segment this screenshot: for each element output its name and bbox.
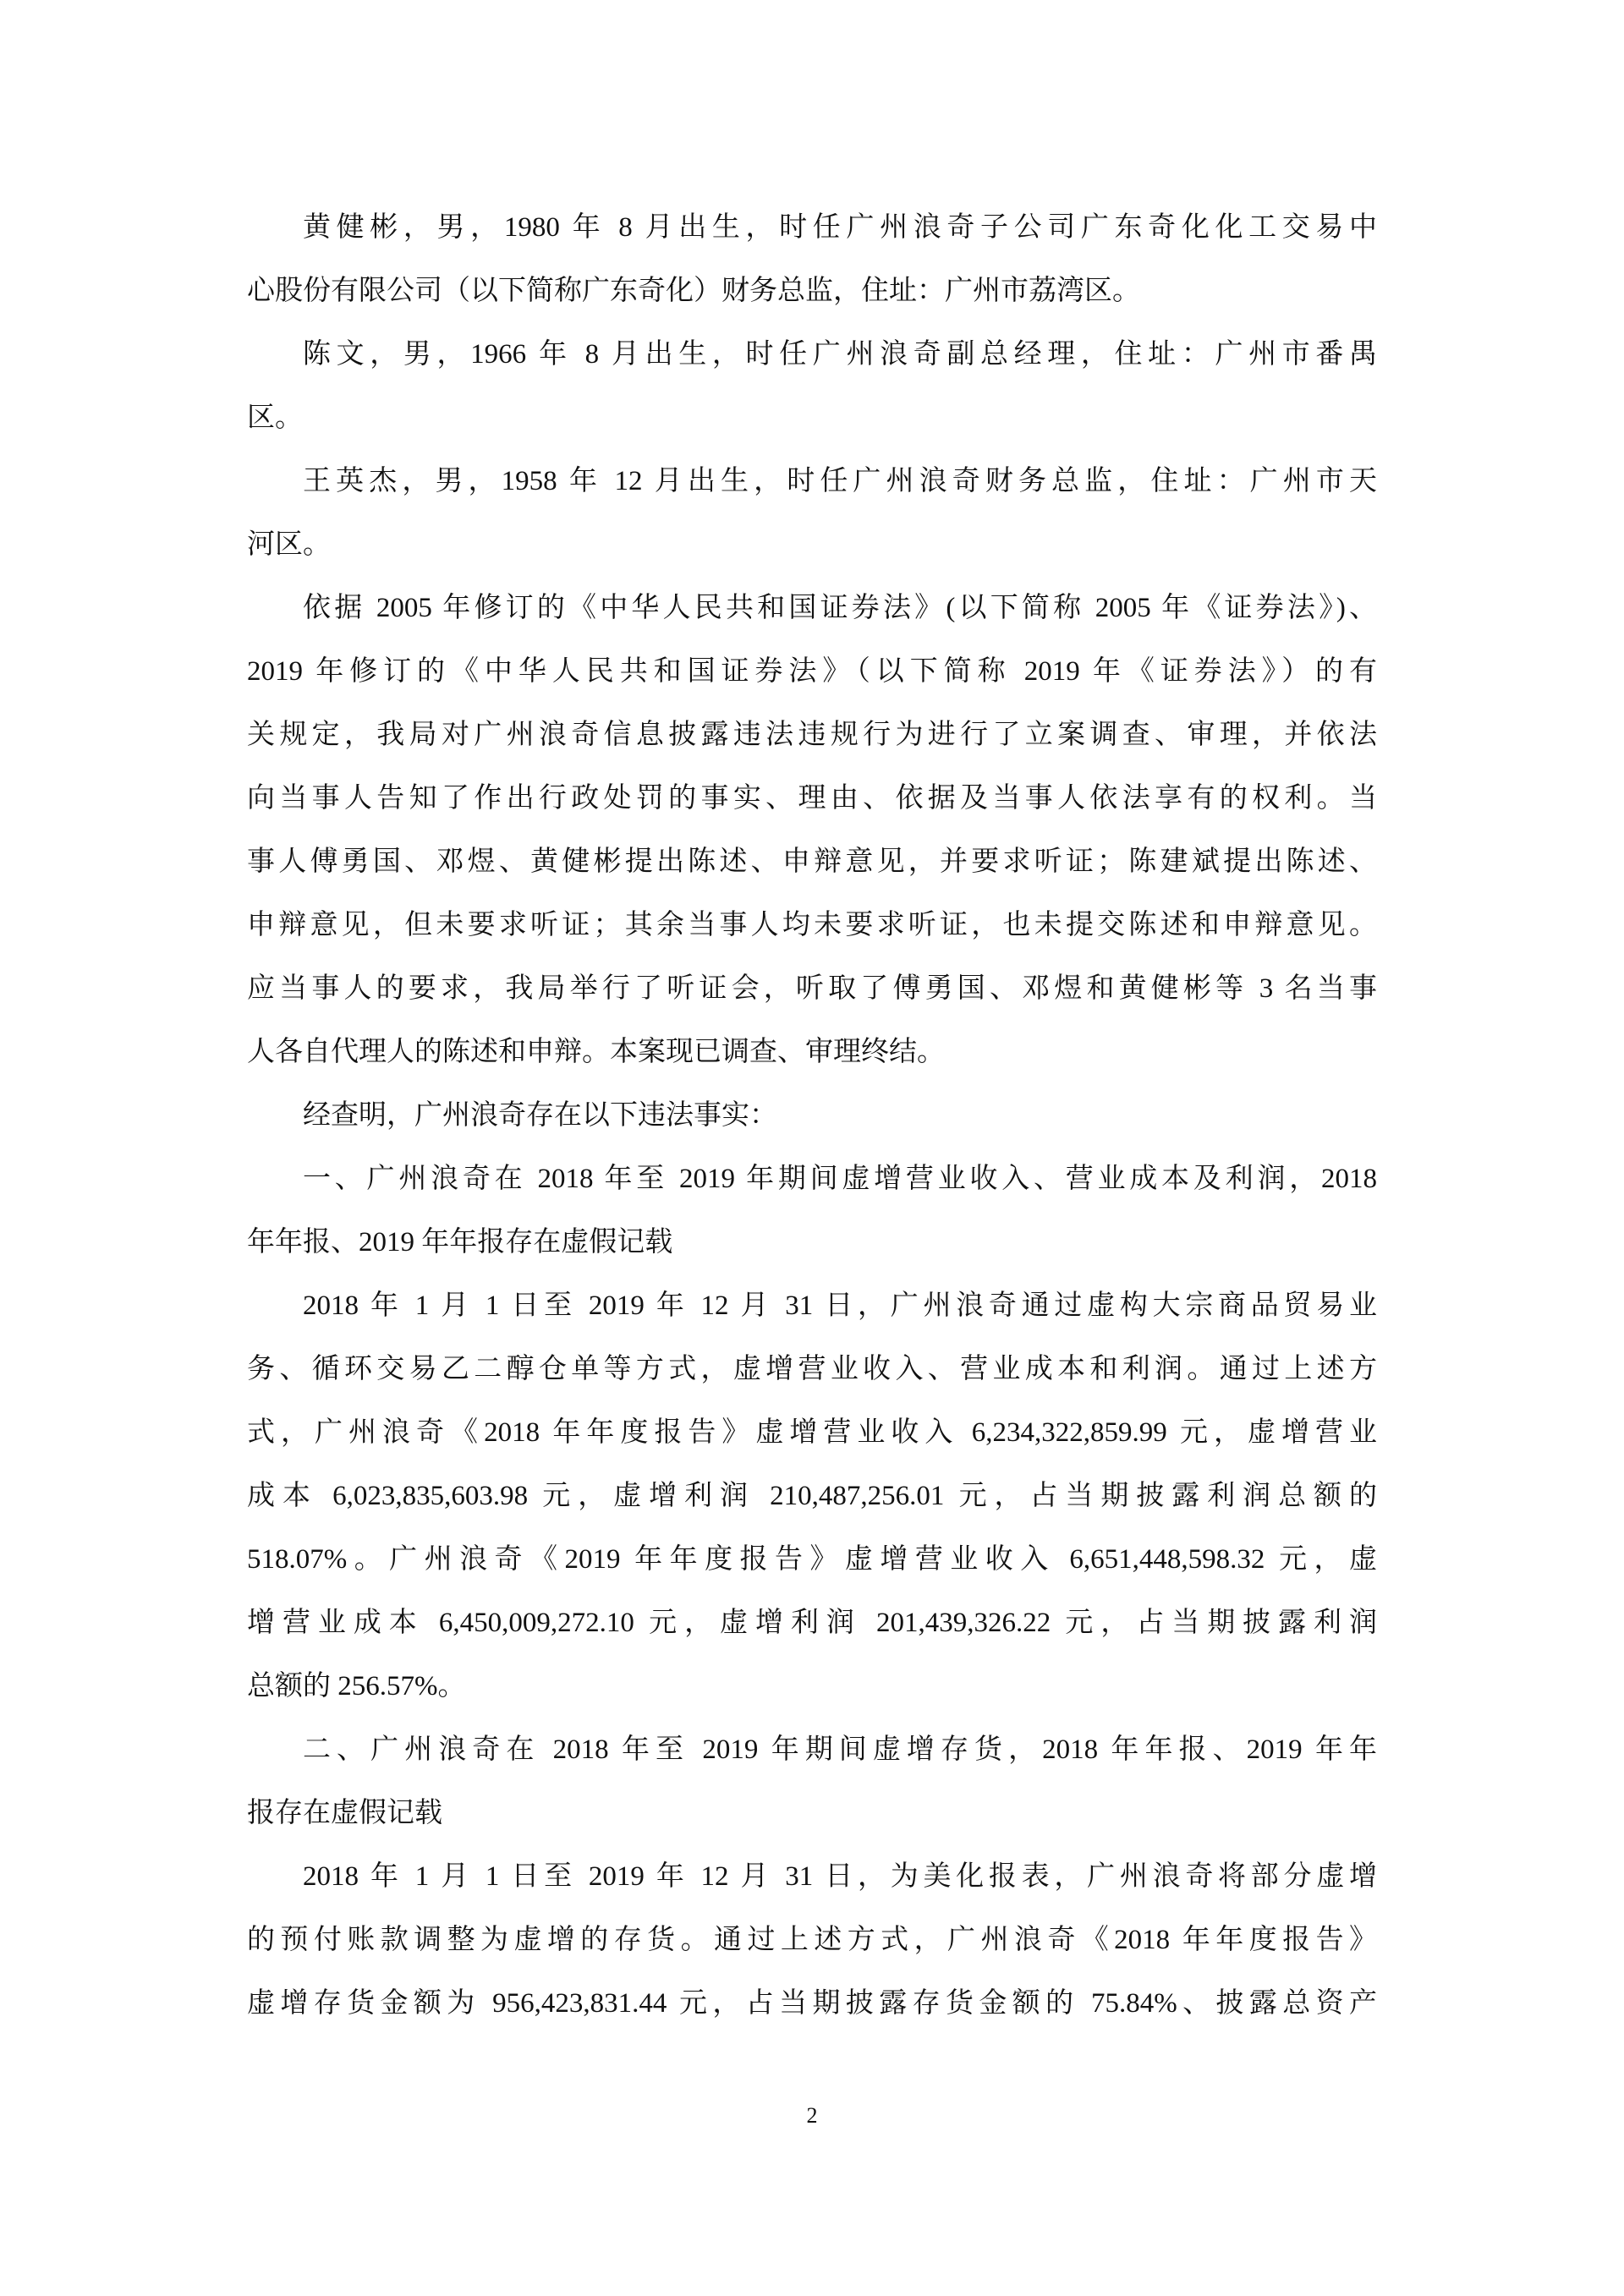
text-line: 2018 年 1 月 1 日至 2019 年 12 月 31 日，为美化报表，广州浪奇将部分虚增 bbox=[303, 1861, 1377, 1892]
text-line: 王英杰，男，1958 年 12 月出生，时任广州浪奇财务总监，住址：广州市天 bbox=[303, 466, 1377, 496]
text-line: 的预付账款调整为虚增的存货。通过上述方式，广州浪奇《2018 年年度报告》 bbox=[247, 1925, 1377, 1955]
text-line: 申辩意见，但未要求听证；其余当事人均未要求听证，也未提交陈述和申辩意见。 bbox=[247, 910, 1377, 940]
text-line: 依据 2005 年修订的《中华人民共和国证券法》(以下简称 2005 年《证券法》)、 bbox=[303, 593, 1377, 623]
text-line: 总额的 256.57%。 bbox=[247, 1671, 466, 1701]
text-line: 经查明，广州浪奇存在以下违法事实： bbox=[303, 1100, 777, 1131]
page-number: 2 bbox=[806, 2103, 818, 2128]
text-line: 关规定，我局对广州浪奇信息披露违法违规行为进行了立案调查、审理，并依法 bbox=[247, 720, 1377, 750]
text-line: 式，广州浪奇《2018 年年度报告》虚增营业收入 6,234,322,859.99 元，虚增营业 bbox=[247, 1417, 1377, 1448]
text-line: 虚增存货金额为 956,423,831.44 元，占当期披露存货金额的 75.84%、披露总资产 bbox=[247, 1988, 1377, 2019]
text-line: 向当事人告知了作出行政处罚的事实、理由、依据及当事人依法享有的权利。当 bbox=[247, 783, 1377, 814]
text-line: 心股份有限公司（以下简称广东奇化）财务总监，住址：广州市荔湾区。 bbox=[247, 276, 1140, 306]
text-line: 河区。 bbox=[247, 529, 331, 560]
text-line: 2018 年 1 月 1 日至 2019 年 12 月 31 日，广州浪奇通过虚构大宗商品贸易业 bbox=[303, 1290, 1377, 1321]
section-heading-line: 报存在虚假记载 bbox=[247, 1798, 442, 1828]
body-text bbox=[247, 196, 1377, 2036]
text-line: 务、循环交易乙二醇仓单等方式，虚增营业收入、营业成本和利润。通过上述方 bbox=[247, 1354, 1377, 1384]
text-line: 成本 6,023,835,603.98 元，虚增利润 210,487,256.01 元，占当期披露利润总额的 bbox=[247, 1481, 1377, 1511]
text-line: 陈文，男，1966 年 8 月出生，时任广州浪奇副总经理，住址：广州市番禺 bbox=[303, 339, 1377, 370]
text-line: 区。 bbox=[247, 403, 303, 433]
text-line: 518.07%。广州浪奇《2019 年年度报告》虚增营业收入 6,651,448,598.32 元，虚 bbox=[247, 1544, 1377, 1575]
text-line: 应当事人的要求，我局举行了听证会，听取了傅勇国、邓煜和黄健彬等 3 名当事 bbox=[247, 973, 1377, 1004]
section-heading-line: 二、广州浪奇在 2018 年至 2019 年期间虚增存货，2018 年年报、2019 年年 bbox=[303, 1734, 1378, 1765]
text-line: 事人傅勇国、邓煜、黄健彬提出陈述、申辩意见，并要求听证；陈建斌提出陈述、 bbox=[247, 847, 1377, 877]
text-line: 2019 年修订的《中华人民共和国证券法》（以下简称 2019 年《证券法》）的有 bbox=[247, 656, 1377, 687]
text-line: 人各自代理人的陈述和申辩。本案现已调查、审理终结。 bbox=[247, 1037, 945, 1067]
text-line: 黄健彬，男，1980 年 8 月出生，时任广州浪奇子公司广东奇化化工交易中 bbox=[303, 212, 1377, 243]
section-heading-line: 一、广州浪奇在 2018 年至 2019 年期间虚增营业收入、营业成本及利润，2018 bbox=[303, 1164, 1377, 1194]
text-line: 增营业成本 6,450,009,272.10 元，虚增利润 201,439,326.22 元，占当期披露利润 bbox=[247, 1608, 1377, 1638]
section-heading-line: 年年报、2019 年年报存在虚假记载 bbox=[247, 1227, 673, 1258]
